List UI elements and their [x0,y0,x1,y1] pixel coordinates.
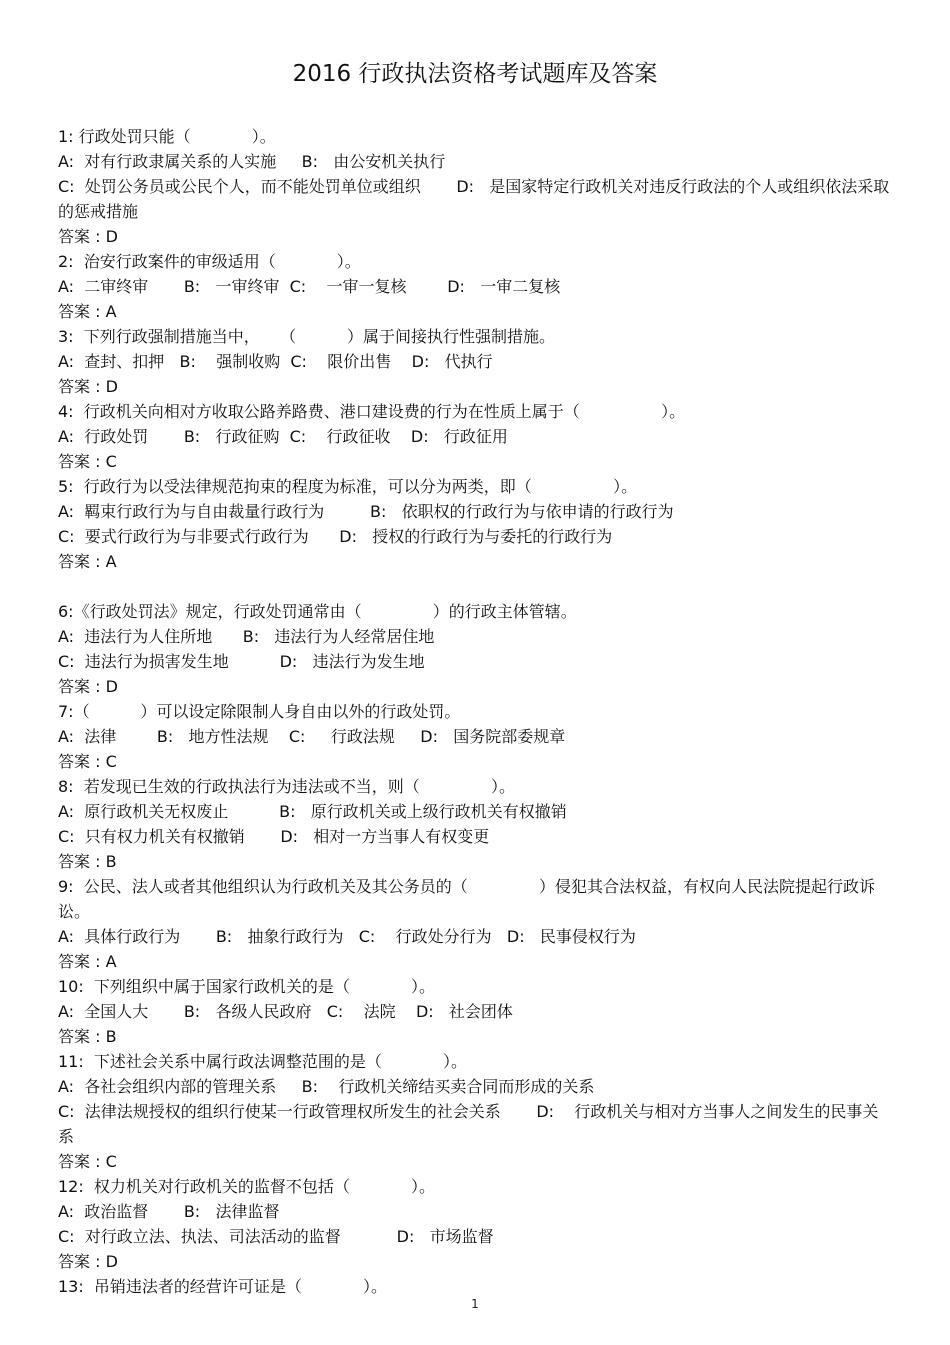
option-line: C: 对行政立法、执法、司法活动的监督 D: 市场监督 [58,1227,494,1246]
question-line: 7:（ ）可以设定除限制人身自由以外的行政处罚。 [58,702,461,721]
question-line: 13: 吊销违法者的经营许可证是（ ）。 [58,1277,387,1296]
option-line: A: 违法行为人住所地 B: 违法行为人经常居住地 [58,627,435,646]
question-line: 6:《行政处罚法》规定，行政处罚通常由（ ）的行政主体管辖。 [58,602,577,621]
option-line: A: 政治监督 B: 法律监督 [58,1202,280,1221]
answer-line: 答案 : D [58,1252,118,1271]
option-line: C: 法律法规授权的组织行使某一行政管理权所发生的社会关系 D: 行政机关与相对方当事人之间发生的民事关系 [58,1102,879,1146]
answer-line: 答案 : A [58,952,117,971]
option-line: A: 羁束行政行为与自由裁量行政行为 B: 依职权的行政行为与依申请的行政行为 [58,502,674,521]
question-line: 3: 下列行政强制措施当中， （ ）属于间接执行性强制措施。 [58,327,555,346]
question-line: 11: 下述社会关系中属行政法调整范围的是（ ）。 [58,1052,467,1071]
option-line: C: 只有权力机关有权撤销 D: 相对一方当事人有权变更 [58,827,490,846]
option-line: A: 查封、扣押 B: 强制收购 C: 限价出售 D: 代执行 [58,352,493,371]
answer-line: 答案 : D [58,677,118,696]
option-line: A: 法律 B: 地方性法规 C: 行政法规 D: 国务院部委规章 [58,727,566,746]
option-line: C: 要式行政行为与非要式行政行为 D: 授权的行政行为与委托的行政行为 [58,527,613,546]
option-line: A: 具体行政行为 B: 抽象行政行为 C: 行政处分行为 D: 民事侵权行为 [58,927,636,946]
answer-line: 答案 : A [58,302,117,321]
question-line: 2: 治安行政案件的审级适用（ ）。 [58,252,361,271]
question-line: 9: 公民、法人或者其他组织认为行政机关及其公务员的（ ）侵犯其合法权益，有权向人民法院提起行政诉讼。 [58,877,875,921]
question-line: 8: 若发现已生效的行政执法行为违法或不当，则（ ）。 [58,777,515,796]
option-line: C: 处罚公务员或公民个人，而不能处罚单位或组织 D: 是国家特定行政机关对违反行政法的个人或组织依法采取的惩戒措施 [58,177,890,221]
question-line: 5: 行政行为以受法律规范拘束的程度为标准，可以分为两类，即（ ）。 [58,477,638,496]
option-line: A: 行政处罚 B: 行政征购 C: 行政征收 D: 行政征用 [58,427,508,446]
option-line: A: 原行政机关无权废止 B: 原行政机关或上级行政机关有权撤销 [58,802,567,821]
answer-line: 答案 : B [58,852,117,871]
answer-line: 答案 : C [58,752,117,771]
option-line: A: 对有行政隶属关系的人实施 B: 由公安机关执行 [58,152,446,171]
option-line: A: 全国人大 B: 各级人民政府 C: 法院 D: 社会团体 [58,1002,513,1021]
option-line: A: 二审终审 B: 一审终审 C: 一审一复核 D: 一审二复核 [58,277,561,296]
question-line: 12: 权力机关对行政机关的监督不包括（ ）。 [58,1177,435,1196]
option-line: C: 违法行为损害发生地 D: 违法行为发生地 [58,652,425,671]
question-line: 4: 行政机关向相对方收取公路养路费、港口建设费的行为在性质上属于（ ）。 [58,402,686,421]
blank-line [58,574,890,599]
page-number: 1 [471,1297,479,1311]
answer-line: 答案 : A [58,552,117,571]
question-line: 10: 下列组织中属于国家行政机关的是（ ）。 [58,977,435,996]
answer-line: 答案 : D [58,377,118,396]
option-line: A: 各社会组织内部的管理关系 B: 行政机关缔结买卖合同而形成的关系 [58,1077,595,1096]
answer-line: 答案 : B [58,1027,117,1046]
answer-line: 答案 : D [58,227,118,246]
question-list [58,124,890,1299]
question-line: 1: 行政处罚只能（ ）。 [58,127,276,146]
answer-line: 答案 : C [58,1152,117,1171]
answer-line: 答案 : C [58,452,117,471]
document-title: 2016 行政执法资格考试题库及答案 [292,61,658,87]
